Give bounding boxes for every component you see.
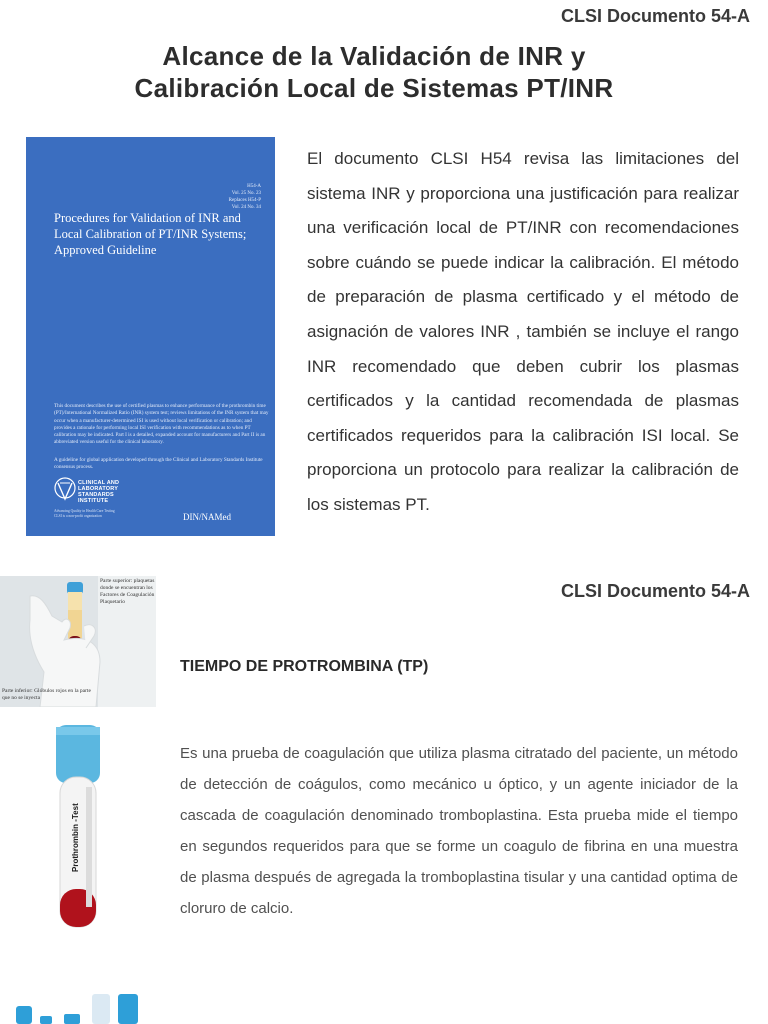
document-tag: CLSI Documento 54-A — [560, 6, 750, 26]
cover-description: This document describes the use of certified plasmas to enhance performance of the prothrombin time (PT)/International Normalized Ratio (INR) system test; reviews limitations of the INR system that may occur when a manufacturer-determined ISI is used without local verification or calibration; and provides a rationale for performing local ISI verification with recommendations as to when PT calibration may be indicated. Part I is a detailed, expanded account for manufacturers and Part II is an abbreviated version useful for the clinical laboratory. — [54, 403, 269, 446]
page-title-line-1: Alcance de la Validación de INR y — [162, 41, 586, 71]
cover-meta-line: H54-A — [247, 184, 261, 189]
guideline-cover-image — [26, 137, 275, 536]
cover-title: Procedures for Validation of INR and Local Calibration of PT/INR Systems; Approved Guideline — [54, 211, 247, 257]
page-title — [0, 40, 748, 104]
cover-global-note: A guideline for global application developed through the Clinical and Laboratory Standards Institute consensus process. — [54, 457, 263, 471]
cover-meta-line: Vol. 24 No. 34 — [231, 205, 261, 210]
logo-line: INSTITUTE — [78, 498, 109, 504]
logo-line: STANDARDS — [78, 492, 114, 498]
tube-note-top: Parte superior: plaquetas donde se encuentran los Factores de Coagulación Plaquetario — [100, 578, 155, 605]
logo-line: LABORATORY — [78, 486, 119, 492]
blood-sample-tube-photo — [0, 576, 156, 707]
page-title-line-2: Calibración Local de Sistemas PT/INR — [134, 73, 614, 103]
cover-meta-line: Vol. 25 No. 23 — [231, 191, 261, 196]
fine-print-line: CLSI is a non-profit organization — [54, 513, 102, 518]
document-tag-2: CLSI Documento 54-A — [560, 581, 750, 601]
cover-fine-print — [54, 509, 115, 518]
intro-paragraph: El documento CLSI H54 revisa las limitaciones del sistema INR y proporciona una justificación para realizar una verificación local de PT/INR con recomendaciones sobre cuándo se puede indicar la calibración. El método de preparación de plasma certificado y el método de asignación de valores INR , también se incluye el rango INR recomendado que deben cubrir los plasmas certificados y la cantidad recomendada de plasmas certificados requeridos para la calibración ISI local. Se proporciona un protocolo para realizar la calibración de los sistemas PT. — [307, 149, 739, 514]
section-heading: TIEMPO DE PROTROMBINA (TP) — [180, 658, 429, 675]
tube-label: Prothrombin -Test — [71, 803, 80, 872]
cover-volume-info — [229, 183, 261, 211]
cover-publisher: DIN/NAMed — [183, 512, 231, 522]
clsi-logo — [54, 477, 154, 509]
blue-tubes-illustration — [0, 984, 156, 1024]
fine-print-line: Advancing Quality in Health Care Testing — [54, 509, 115, 513]
clsi-logo-text — [78, 480, 119, 504]
clsi-logo-icon — [54, 477, 76, 503]
section-paragraph: Es una prueba de coagulación que utiliza plasma citratado del paciente, un método de detección de coágulos, como mecánico u óptico, y un agente iniciador de la cascada de coagulación denominado tromboplastina. Esta prueba mide el tiempo en segundos requeridos para que se forme un coagulo de fibrina en una muestra de plasma después de agregada la tromboplastina tisular y una cantidad optima de cloruro de calcio. — [180, 745, 738, 917]
logo-line: CLINICAL AND — [78, 480, 120, 486]
blue-tubes-photo — [0, 984, 156, 1024]
cover-meta-line: Replaces H54-P — [228, 198, 261, 203]
prothrombin-test-tube-photo — [0, 707, 156, 948]
tube-note-bottom: Parte inferior: Glóbulos rojos en la parte que no se inyecta — [2, 688, 91, 701]
